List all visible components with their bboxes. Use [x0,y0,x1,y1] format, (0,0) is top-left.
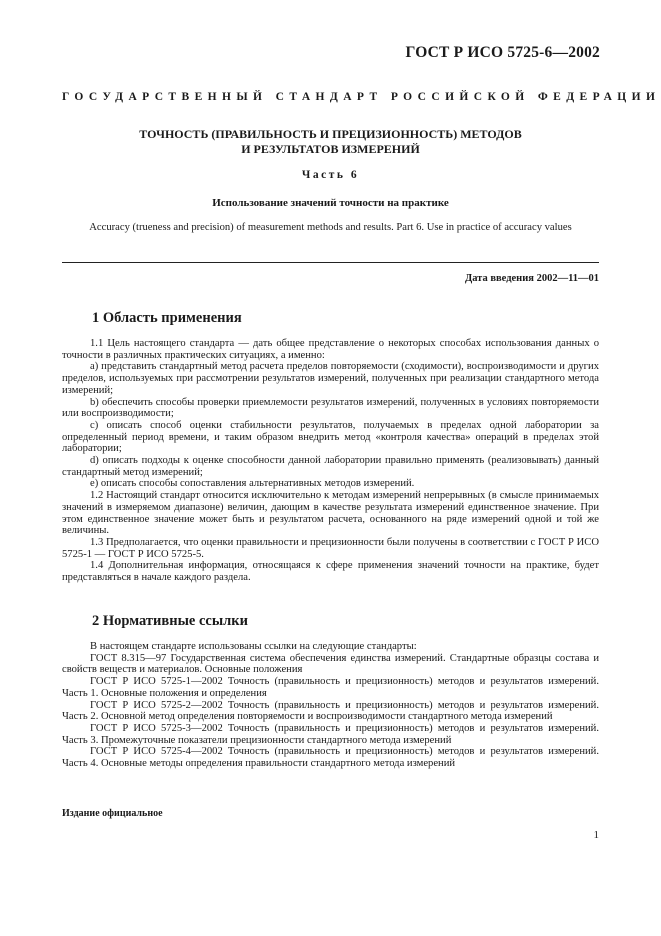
reference-item: ГОСТ 8.315—97 Государственная система обеспечения единства измерений. Стандартные образцы состава и свойств веществ и материалов. Основные положения [62,652,599,676]
section-2-body [62,641,599,770]
title-line-1: ТОЧНОСТЬ (ПРАВИЛЬНОСТЬ И ПРЕЦИЗИОННОСТЬ) МЕТОДОВ [139,127,522,141]
paragraph: d) описать подходы к оценке способности данной лаборатории правильно применять (реализовывать) данный стандартный метод измерений; [62,455,599,478]
paragraph: b) обеспечить способы проверки приемлемости результатов измерений, полученных в условиях повторяемости или воспроизводимости; [62,396,599,420]
paragraph: 1.3 Предполагается, что оценки правильности и прецизионности были получены в соответствии с ГОСТ Р ИСО 5725-1 — ГОСТ Р ИСО 5725-5. [62,536,599,560]
document-title [60,127,601,157]
reference-item: ГОСТ Р ИСО 5725-1—2002 Точность (правильность и прецизионность) методов и результатов измерений. Часть 1. Основные положения и определения [62,676,599,699]
reference-item: ГОСТ Р ИСО 5725-3—2002 Точность (правильность и прецизионность) методов и результатов измерений. Часть 3. Промежуточные показатели прецизионности стандартного метода измерений [62,722,599,746]
reference-item: ГОСТ Р ИСО 5725-2—2002 Точность (правильность и прецизионность) методов и результатов измерений. Часть 2. Основной метод определения повторяемости и воспроизводимости стандартного метода измерений [62,699,599,723]
reference-item: ГОСТ Р ИСО 5725-4—2002 Точность (правильность и прецизионность) методов и результатов измерений. Часть 4. Основные методы определения правильности стандартного метода измерений [62,746,599,770]
paragraph: c) описать способ оценки стабильности результатов, получаемых в пределах одной лаборатории за определенный период времени, и таким образом внедрить метод «контроля качества» операций в пределах этой лаборатории; [62,419,599,455]
header-divider [62,262,599,263]
paragraph: 1.2 Настоящий стандарт относится исключительно к методам измерений непрерывных (в смысле принимаемых значений в измеряемом диапазоне) величин, дающим в качестве результата измерений единственное значение. При этом единственное значение может быть и результатом расчета, основанного на ряде измерений одной и той же величины. [62,490,599,537]
paragraph: В настоящем стандарте использованы ссылки на следующие стандарты: [90,641,417,652]
edition-label: Издание официальное [62,808,163,819]
part-label: Часть 6 [301,169,360,181]
english-title: Accuracy (trueness and precision) of measurement methods and results. Part 6. Use in practice of accuracy values [89,222,572,233]
title-line-2: И РЕЗУЛЬТАТОВ ИЗМЕРЕНИЙ [241,142,420,156]
section-1-body [62,338,599,584]
section-1-heading: 1 Область применения [92,310,242,326]
state-standard-heading: ГОСУДАРСТВЕННЫЙ СТАНДАРТ РОССИЙСКОЙ ФЕДЕРАЦИИ [62,91,661,103]
section-2-heading: 2 Нормативные ссылки [92,613,248,629]
document-subtitle: Использование значений точности на практике [212,197,449,209]
page-number: 1 [593,829,599,841]
paragraph: e) описать способы сопоставления альтернативных методов измерений. [90,478,415,490]
introduction-date: Дата введения 2002—11—01 [464,273,599,284]
paragraph: a) представить стандартный метод расчета пределов повторяемости (сходимости), воспроизводимости и других пределов, используемых при рассмотрении результатов измерений, полученных при реализации стандартного метода измерений; [62,361,599,396]
standard-code: ГОСТ Р ИСО 5725-6—2002 [405,44,600,61]
paragraph: 1.4 Дополнительная информация, относящаяся к сфере применения значений точности на практике, будет представляться в начале каждого раздела. [62,560,599,584]
paragraph: 1.1 Цель настоящего стандарта — дать общее представление о некоторых способах использования данных о точности в различных практических ситуациях, а именно: [62,338,599,361]
